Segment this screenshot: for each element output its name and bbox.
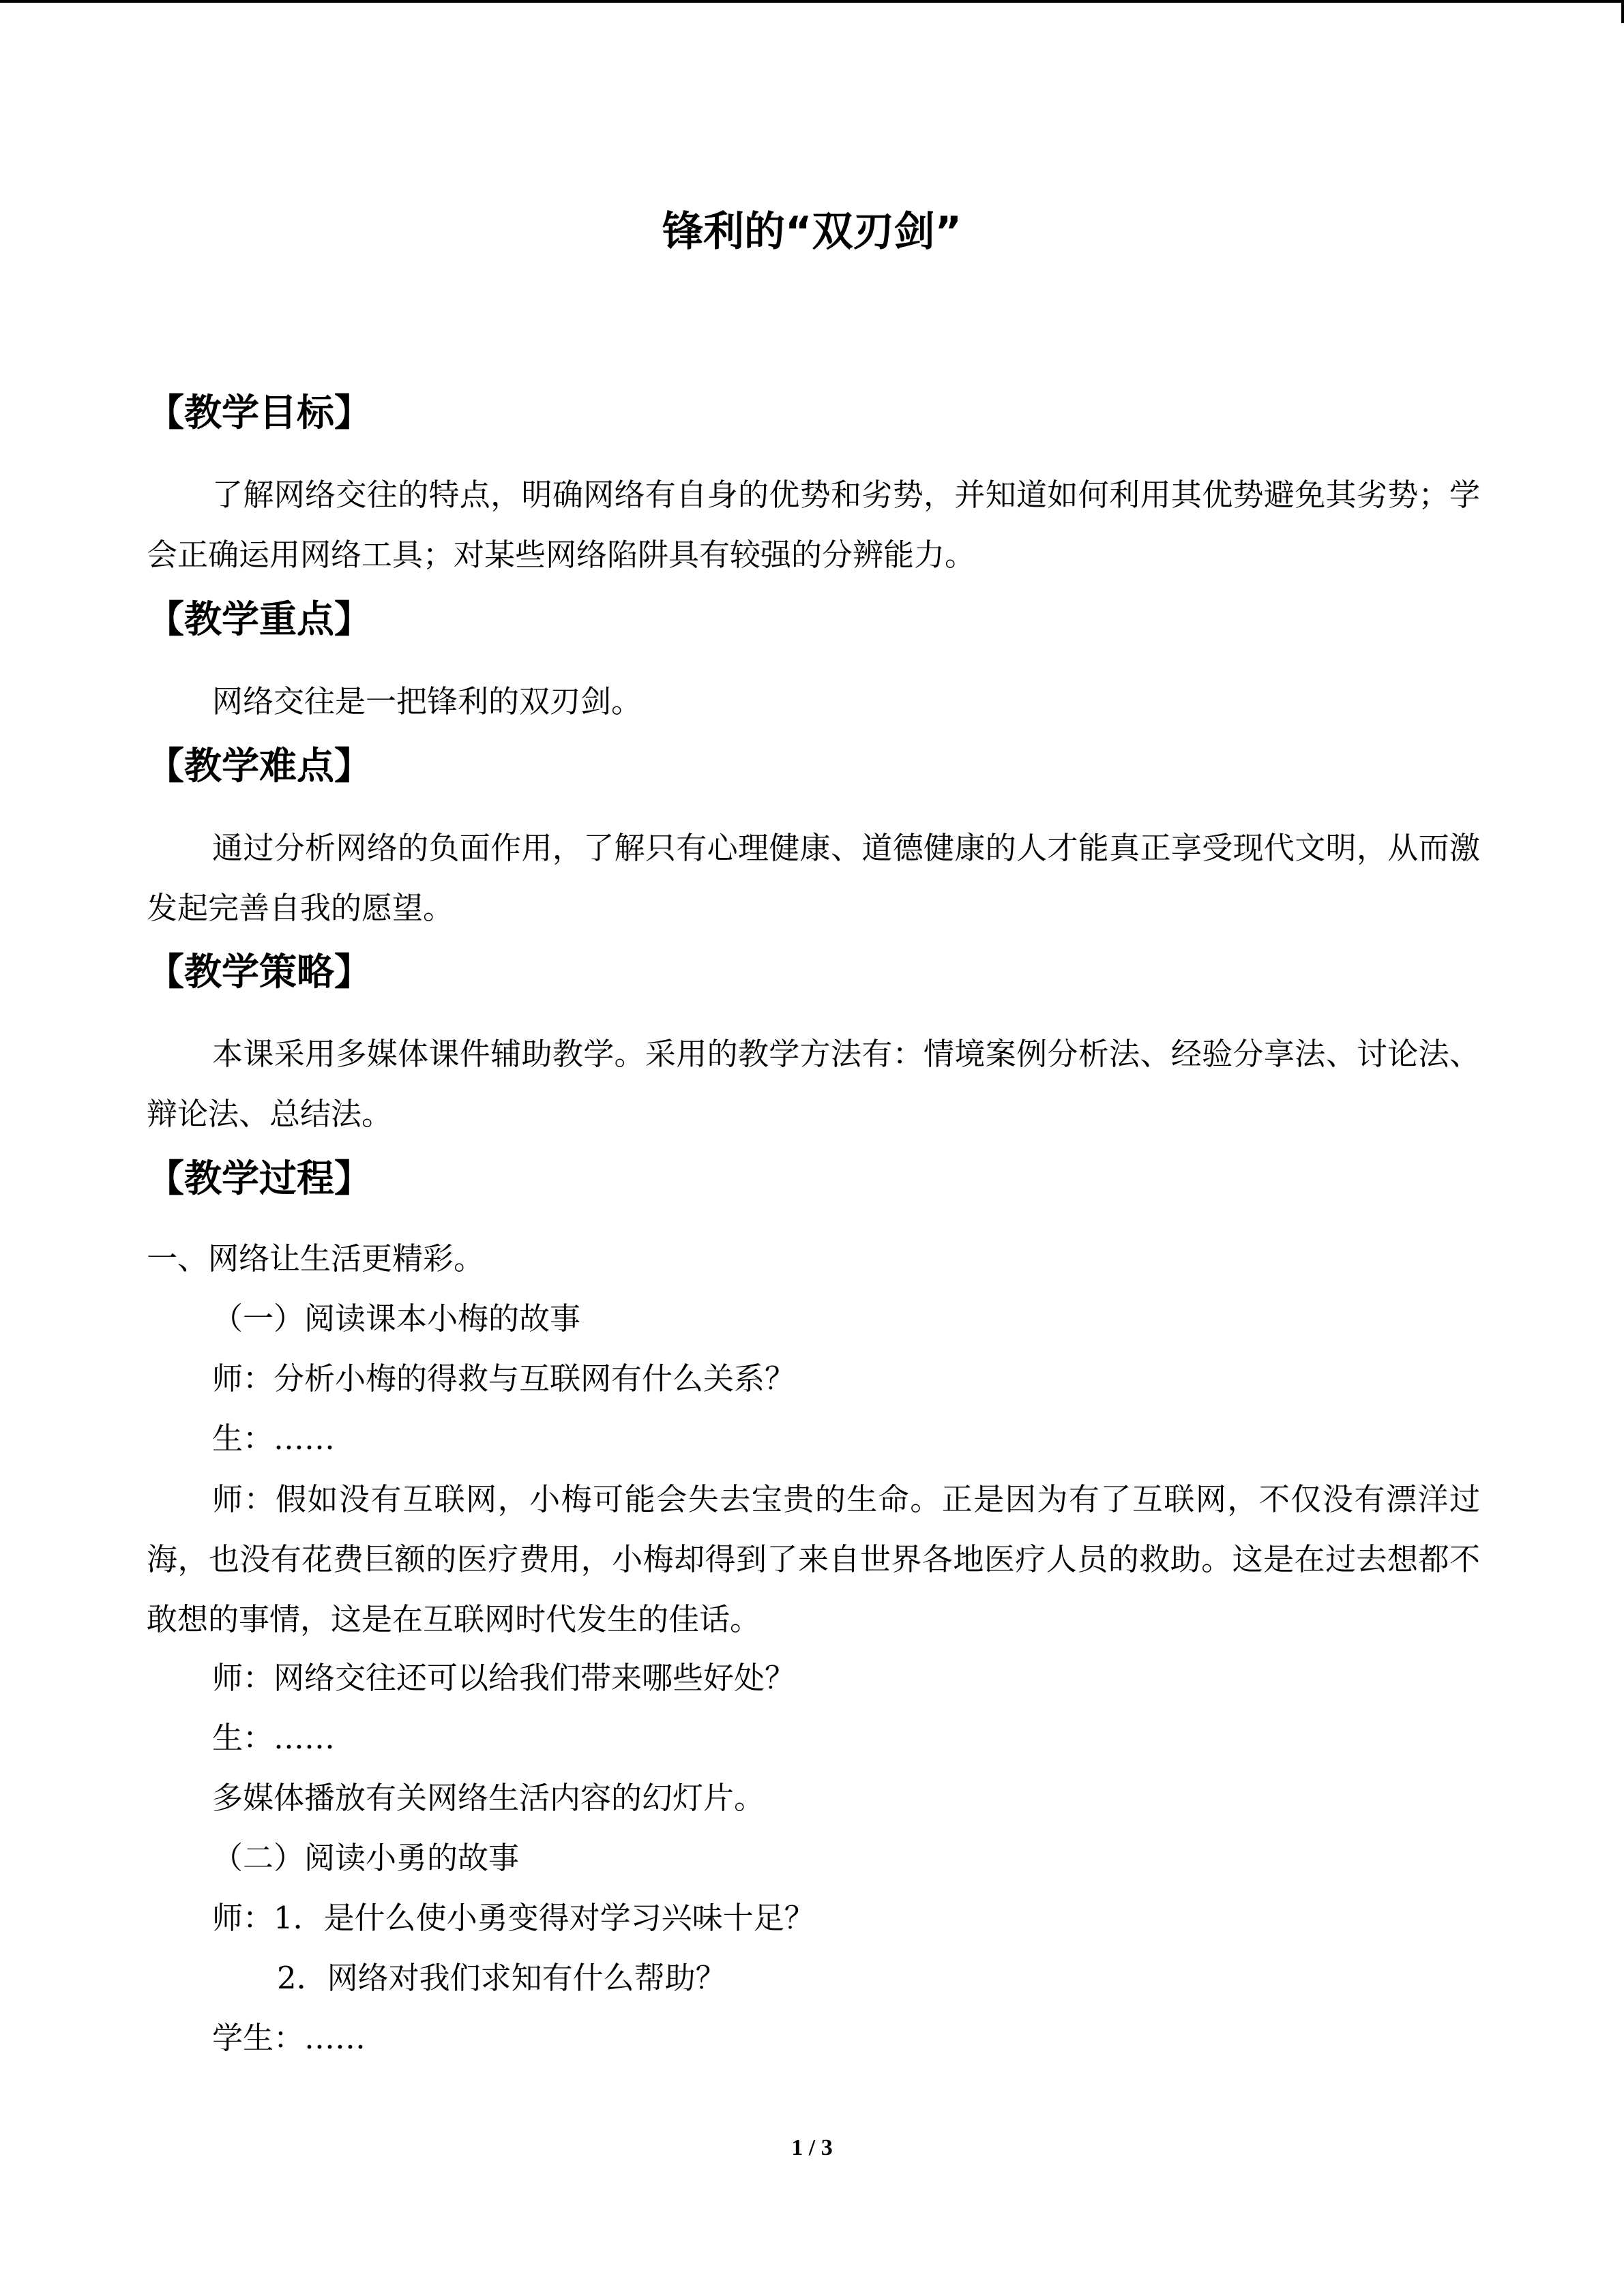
section-process [147, 1151, 1480, 1206]
section-focus-body [147, 672, 1480, 732]
teacher-question-4: 2．网络对我们求知有什么帮助？ [277, 1960, 726, 1996]
section-goal-body [147, 465, 1480, 585]
story2-title: （二）阅读小勇的故事 [212, 1840, 520, 1876]
story1-title: （一）阅读课本小梅的故事 [212, 1300, 581, 1337]
teacher-explanation: 师：假如没有互联网，小梅可能会失去宝贵的生命。正是因为有了互联网，不仅没有漂洋过海，也没有花费巨额的医疗费用，小梅却得到了来自世界各地医疗人员的救助。这是在过去想都不敢想的事情，这是在互联网时代发生的佳话。 [147, 1481, 1480, 1637]
student-answer-1: 生：…… [212, 1420, 336, 1457]
teaching-strategy-text: 本课采用多媒体课件辅助教学。采用的教学方法有：情境案例分析法、经验分享法、讨论法、辩论法、总结法。 [147, 1036, 1480, 1132]
document-title: 锋利的“双刃剑” [662, 208, 962, 256]
top-border-line [0, 0, 1624, 3]
section-difficulty [147, 739, 1480, 793]
teacher-question-2: 师：网络交往还可以给我们带来哪些好处？ [212, 1660, 796, 1696]
heading-teaching-goal: 【教学目标】 [147, 391, 372, 434]
process-part1-title: 一、网络让生活更精彩。 [147, 1240, 485, 1277]
right-border-line [1621, 0, 1624, 23]
teaching-focus-text: 网络交往是一把锋利的双刃剑。 [212, 683, 643, 719]
teaching-difficulty-text: 通过分析网络的负面作用，了解只有心理健康、道德健康的人才能真正享受现代文明，从而激发起完善自我的愿望。 [147, 830, 1480, 926]
teacher-question-1: 师：分析小梅的得救与互联网有什么关系？ [212, 1360, 796, 1397]
section-difficulty-body [147, 818, 1480, 938]
page-number: 1 / 3 [791, 2135, 833, 2160]
student-answer-2: 生：…… [212, 1720, 336, 1756]
teaching-goal-text: 了解网络交往的特点，明确网络有自身的优势和劣势，并知道如何利用其优势避免其劣势；学会正确运用网络工具；对某些网络陷阱具有较强的分辨能力。 [147, 477, 1480, 573]
heading-teaching-difficulty: 【教学难点】 [147, 744, 372, 788]
heading-teaching-focus: 【教学重点】 [147, 597, 372, 641]
student-answer-3: 学生：…… [212, 2020, 366, 2056]
heading-teaching-process: 【教学过程】 [147, 1157, 372, 1200]
teacher-question-3: 师：1．是什么使小勇变得对学习兴味十足？ [212, 1900, 815, 1936]
section-strategy [147, 944, 1480, 999]
section-strategy-body [147, 1024, 1480, 1144]
multimedia-note: 多媒体播放有关网络生活内容的幻灯片。 [212, 1780, 765, 1816]
teacher-explanation-block [147, 1470, 1480, 1650]
heading-teaching-strategy: 【教学策略】 [147, 950, 372, 994]
section-focus [147, 592, 1480, 646]
section-goal [147, 385, 1480, 440]
